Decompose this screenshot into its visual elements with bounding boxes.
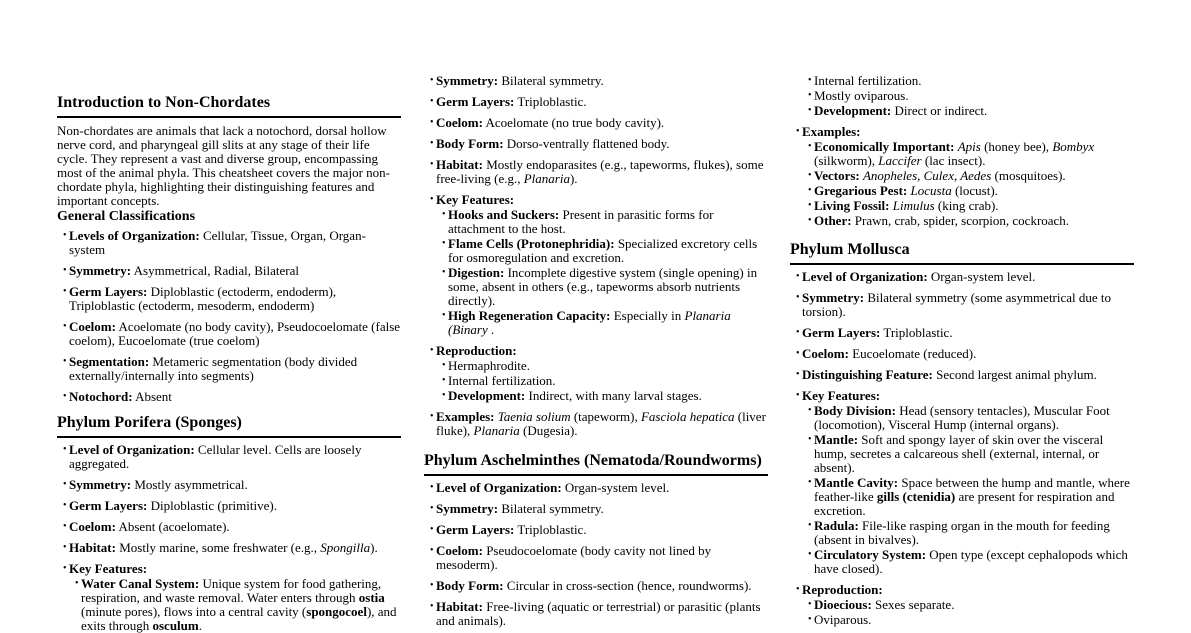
list-item: • Level of Organization: Organ-system level. <box>436 481 768 495</box>
list-item: • Development: Direct or indirect. <box>814 104 1134 118</box>
list-item: • Symmetry: Bilateral symmetry. <box>436 502 768 516</box>
list-item: • Germ Layers: Diploblastic (primitive). <box>69 499 401 513</box>
list-item: • Germ Layers: Triploblastic. <box>436 523 768 537</box>
list-item: • Gregarious Pest: Locusta (locust). <box>814 184 1134 198</box>
list-item: • Circulatory System: Open type (except cephalopods which have closed). <box>814 548 1134 576</box>
arthropoda-examples-list <box>802 140 1134 228</box>
section-title-intro: Introduction to Non-Chordates <box>57 93 401 118</box>
list-item: • Habitat: Free-living (aquatic or terrestrial) or parasitic (plants and animals). <box>436 600 768 628</box>
list-item: • Body Form: Dorso-ventrally flattened body. <box>436 137 768 151</box>
porifera-list <box>57 443 401 633</box>
list-item: • Coelom: Eucoelomate (reduced). <box>802 347 1134 361</box>
list-item: • Distinguishing Feature: Second largest animal phylum. <box>802 368 1134 382</box>
list-item: • Habitat: Mostly marine, some freshwater (e.g., Spongilla). <box>69 541 401 555</box>
aschelminthes-list <box>424 481 768 628</box>
list-item: • Key Features: • Body Division: Head (sensory tentacles), Muscular Foot (locomotion), Visceral Hump (internal organs). • Mantle: Soft and spongy layer of skin over the visceral hump, secretes a calcareous shell (external, internal, or absent). • Mantle Cavity: Space between the hump and mantle, where feather-like gills (ctenidia) are present for respiration and excretion. • Radula: File-like rasping organ in the mouth for feeding (absent in bivalves). • Circulatory System: Open type (except cephalopods which have closed). <box>802 389 1134 576</box>
list-item: • Examples: Taenia solium (tapeworm), Fasciola hepatica (liver fluke), Planaria (Dugesia). <box>436 410 768 438</box>
arthropoda-reproduction-tail <box>790 74 1134 118</box>
list-item: • Mantle: Soft and spongy layer of skin over the visceral hump, secretes a calcareous shell (external, internal, or absent). <box>814 433 1134 475</box>
list-item: • Coelom: Pseudocoelomate (body cavity not lined by mesoderm). <box>436 544 768 572</box>
list-item: • Key Features: • Hooks and Suckers: Present in parasitic forms for attachment to the host. • Flame Cells (Protonephridia): Specialized excretory cells for osmoregulation and excretion. • Digestion: Incomplete digestive system (single opening) in some, absent in others (e.g., tapeworms absorb nutrients directly). • High Regeneration Capacity: Especially in Planaria (Binary . <box>436 193 768 337</box>
list-item: • Notochord: Absent <box>69 390 401 404</box>
list-item: • Germ Layers: Diploblastic (ectoderm, endoderm), Triploblastic (ectoderm, mesoderm, endoderm) <box>69 285 401 313</box>
platyhelminthes-reproduction <box>436 359 768 403</box>
general-classifications-title: General Classifications <box>57 209 196 224</box>
list-item: • Internal fertilization. <box>448 374 768 388</box>
list-item: • Symmetry: Mostly asymmetrical. <box>69 478 401 492</box>
list-item: • Mantle Cavity: Space between the hump and mantle, where feather-like gills (ctenidia) are present for respiration and excretion. <box>814 476 1134 518</box>
list-item: • Development: Indirect, with many larval stages. <box>448 389 768 403</box>
list-item: • Oviparous. <box>814 613 1134 627</box>
list-item: • Living Fossil: Limulus (king crab). <box>814 199 1134 213</box>
list-item: • Hooks and Suckers: Present in parasitic forms for attachment to the host. <box>448 208 768 236</box>
list-item: • Symmetry: Bilateral symmetry (some asymmetrical due to torsion). <box>802 291 1134 319</box>
list-item: • Dioecious: Sexes separate. <box>814 598 1134 612</box>
list-item: • Mostly oviparous. <box>814 89 1134 103</box>
list-item: • Radula: File-like rasping organ in the mouth for feeding (absent in bivalves). <box>814 519 1134 547</box>
porifera-key-features <box>69 577 401 633</box>
arthropoda-examples <box>790 125 1134 228</box>
list-item: • Water Canal System: Unique system for food gathering, respiration, and waste removal. Water enters through ostia (minute pores), flows into a central cavity (spongocoel), and exits through osculum. <box>81 577 401 633</box>
general-classifications-list <box>57 229 401 404</box>
list-item: • Body Division: Head (sensory tentacles), Muscular Foot (locomotion), Visceral Hump (internal organs). <box>814 404 1134 432</box>
list-item: • Coelom: Absent (acoelomate). <box>69 520 401 534</box>
list-item: • Internal fertilization. <box>814 74 1134 88</box>
list-item: • Symmetry: Bilateral symmetry. <box>436 74 768 88</box>
list-item: • Economically Important: Apis (honey bee), Bombyx (silkworm), Laccifer (lac insect). <box>814 140 1134 168</box>
list-item: • Reproduction: • Dioecious: Sexes separate. • Oviparous. <box>802 583 1134 627</box>
section-title-aschelminthes: Phylum Aschelminthes (Nematoda/Roundworms) <box>424 451 768 476</box>
column-1 <box>57 0 401 633</box>
list-item: • Level of Organization: Cellular level. Cells are loosely aggregated. <box>69 443 401 471</box>
list-item: • Coelom: Acoelomate (no body cavity), Pseudocoelomate (false coelom), Eucoelomate (true coelom) <box>69 320 401 348</box>
list-item: • Germ Layers: Triploblastic. <box>802 326 1134 340</box>
mollusca-list <box>790 270 1134 627</box>
section-title-porifera: Phylum Porifera (Sponges) <box>57 413 401 438</box>
list-item: • Digestion: Incomplete digestive system (single opening) in some, absent in others (e.g., tapeworms absorb nutrients directly). <box>448 266 768 308</box>
platyhelminthes-list <box>424 74 768 438</box>
list-item: • Level of Organization: Organ-system level. <box>802 270 1134 284</box>
section-title-mollusca: Phylum Mollusca <box>790 240 1134 265</box>
list-item: • Flame Cells (Protonephridia): Specialized excretory cells for osmoregulation and excretion. <box>448 237 768 265</box>
list-item: • Levels of Organization: Cellular, Tissue, Organ, Organ-system <box>69 229 401 257</box>
list-item: • Examples: • Economically Important: Apis (honey bee), Bombyx (silkworm), Laccifer (lac insect). • Vectors: Anopheles, Culex, Aedes (mosquitoes). • Gregarious Pest: Locusta (locust). • Living Fossil: Limulus (king crab). • Other: Prawn, crab, spider, scorpion, cockroach. <box>802 125 1134 228</box>
mollusca-reproduction <box>802 598 1134 627</box>
list-item: • High Regeneration Capacity: Especially in Planaria (Binary . <box>448 309 768 337</box>
list-item: • Reproduction: • Hermaphrodite. • Internal fertilization. • Development: Indirect, with many larval stages. <box>436 344 768 403</box>
list-item: • Coelom: Acoelomate (no true body cavity). <box>436 116 768 130</box>
column-2 <box>424 0 768 628</box>
list-item: • Segmentation: Metameric segmentation (body divided externally/internally into segments) <box>69 355 401 383</box>
intro-paragraph: Non-chordates are animals that lack a notochord, dorsal hollow nerve cord, and pharyngeal gill slits at any stage of their life cycle. They represent a vast and diverse group, encompassing most of the animal phyla. This cheatsheet covers the major non-chordate phyla, highlighting their distinguishing features and important concepts. <box>57 123 390 208</box>
list-item: • Body Form: Circular in cross-section (hence, roundworms). <box>436 579 768 593</box>
list-item: • Symmetry: Asymmetrical, Radial, Bilateral <box>69 264 401 278</box>
list-item: • Germ Layers: Triploblastic. <box>436 95 768 109</box>
list-item: • Other: Prawn, crab, spider, scorpion, cockroach. <box>814 214 1134 228</box>
list-item: • Vectors: Anopheles, Culex, Aedes (mosquitoes). <box>814 169 1134 183</box>
list-item: • Hermaphrodite. <box>448 359 768 373</box>
mollusca-key-features <box>802 404 1134 576</box>
list-item: • Key Features: • Water Canal System: Unique system for food gathering, respiration, and waste removal. Water enters through ostia (minute pores), flows into a central cavity (spongocoel), and exits through osculum. <box>69 562 401 633</box>
list-item: • Habitat: Mostly endoparasites (e.g., tapeworms, flukes), some free-living (e.g., Planaria). <box>436 158 768 186</box>
column-3 <box>790 0 1134 627</box>
platyhelminthes-key-features <box>436 208 768 337</box>
